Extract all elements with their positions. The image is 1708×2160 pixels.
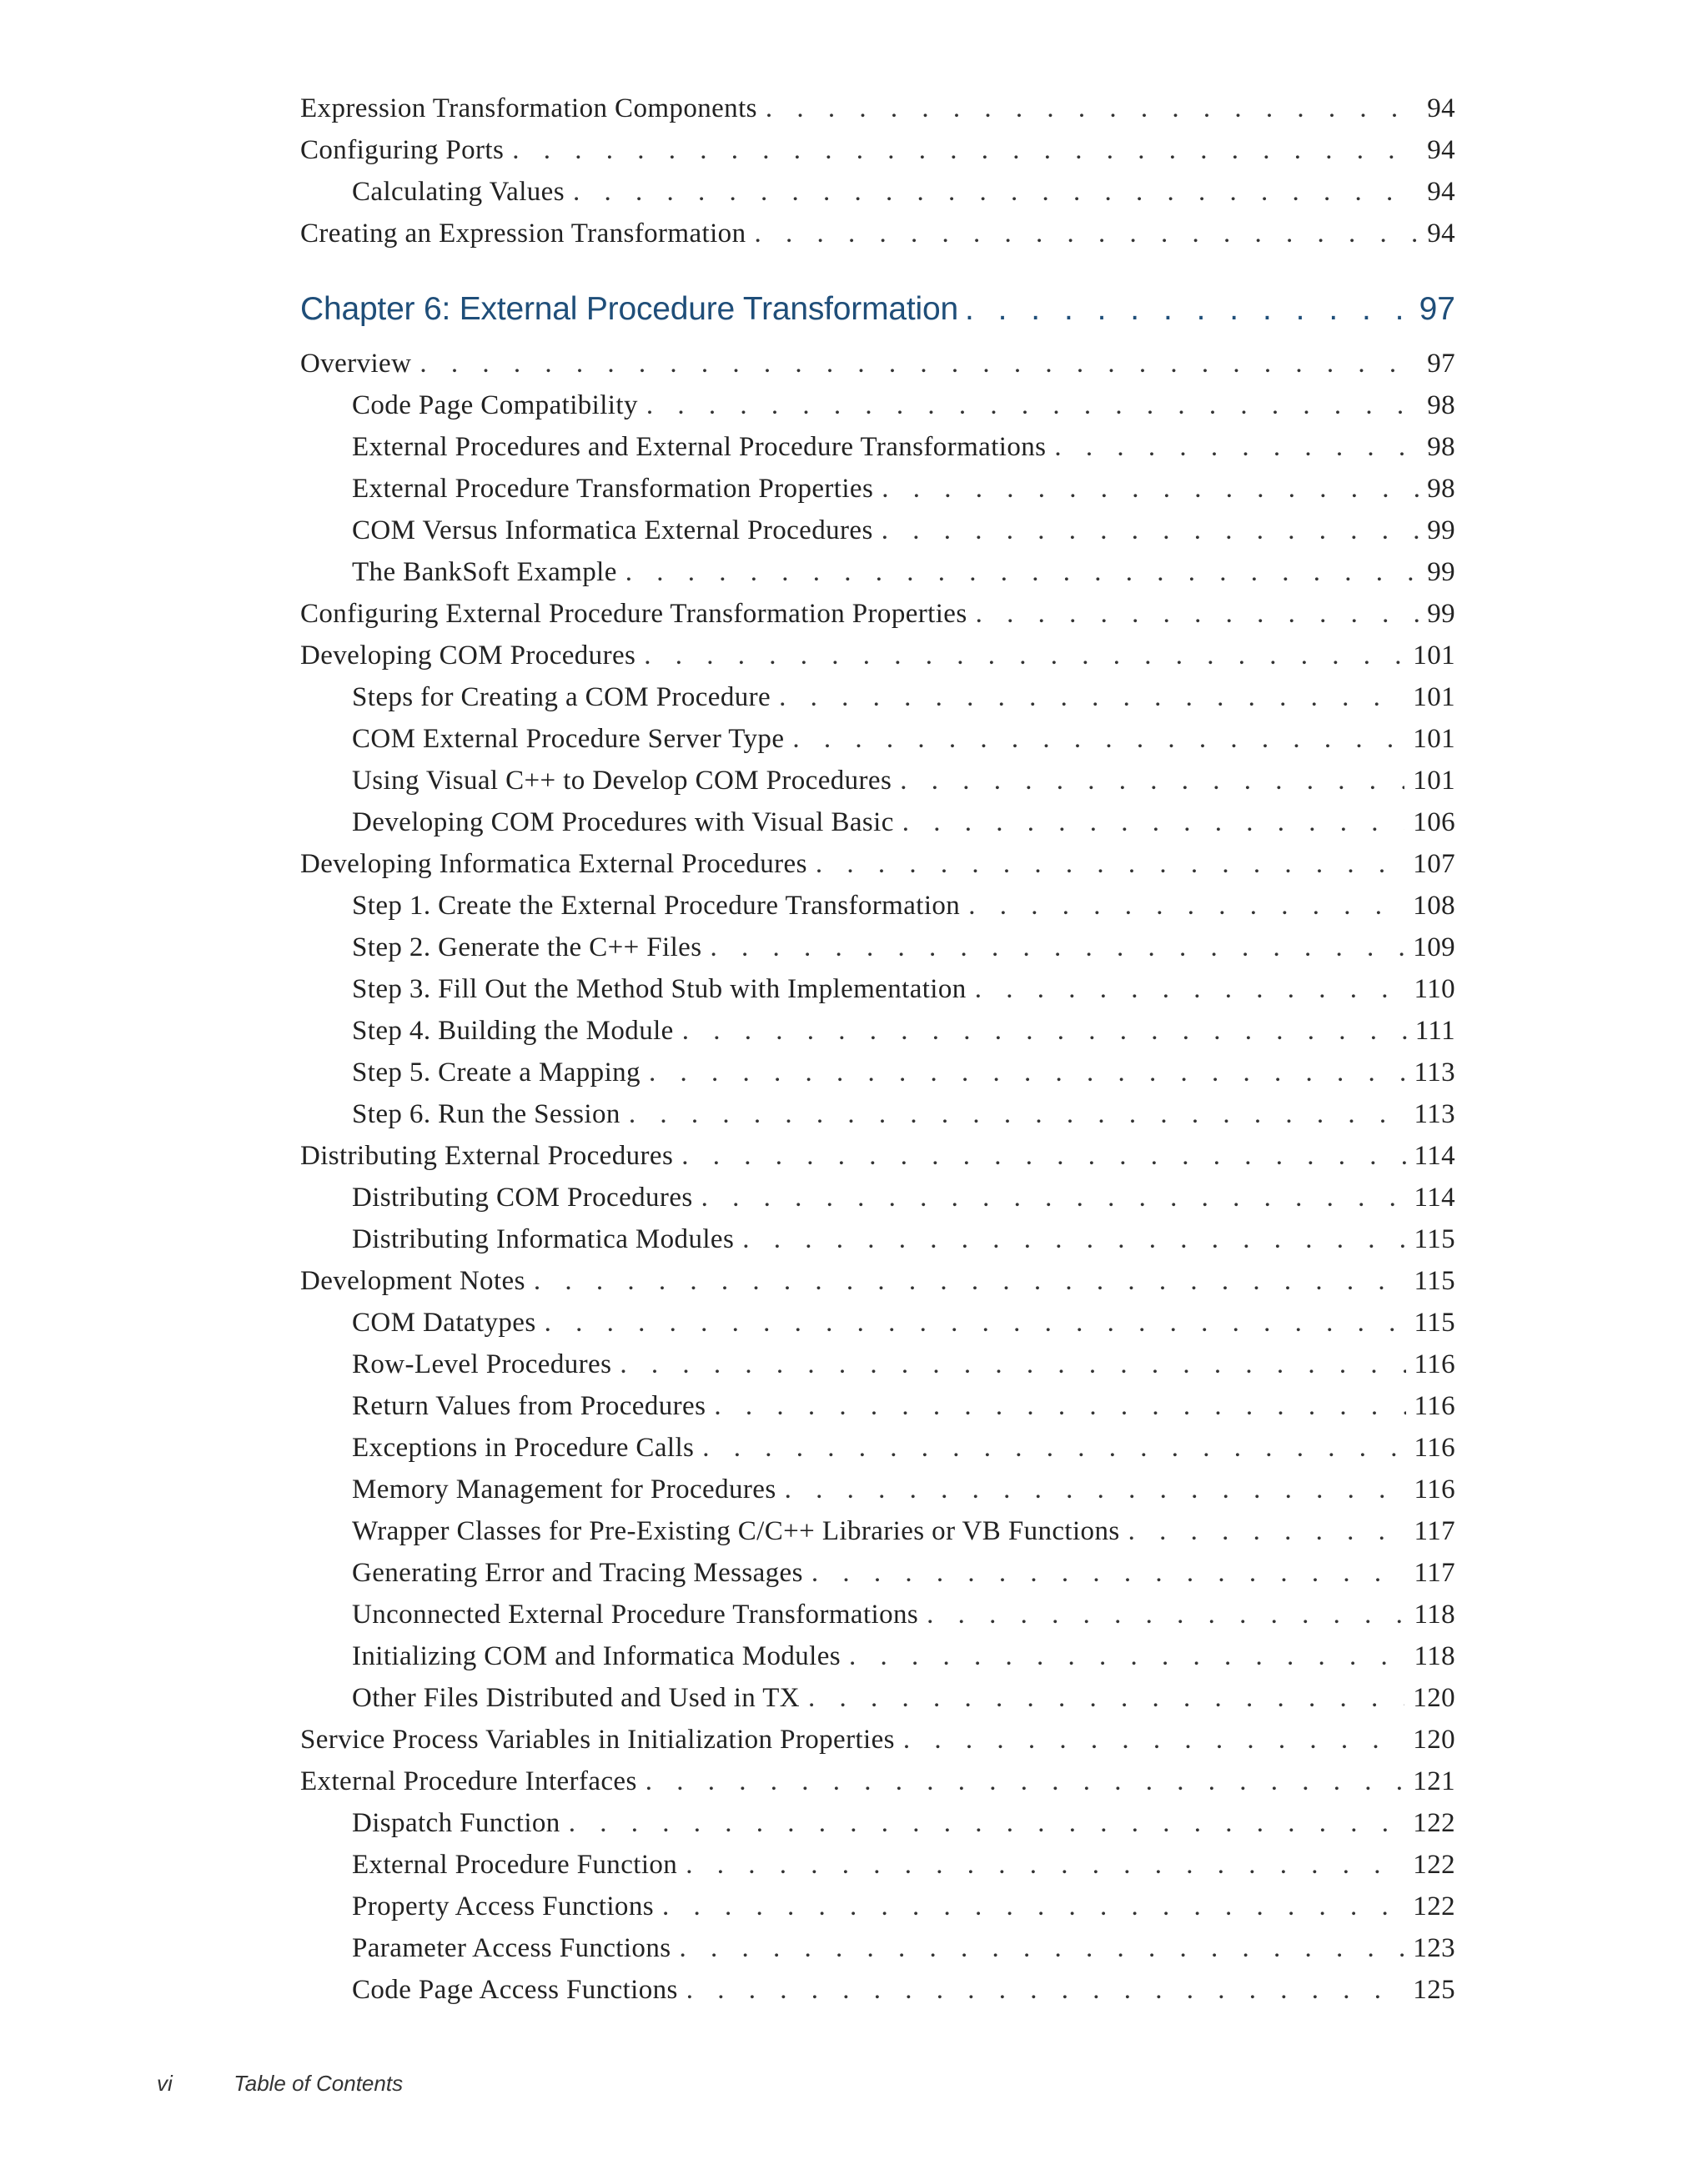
toc-entry-page-number: 115: [1414, 1266, 1455, 1296]
toc-entry-title: External Procedures and External Procedure Transformations: [352, 432, 1047, 462]
dot-leader: [882, 468, 1419, 510]
toc-entry-title: COM Versus Informatica External Procedures: [352, 515, 873, 545]
dot-leader: [679, 1927, 1404, 1969]
toc-entry-page-number: 113: [1414, 1057, 1455, 1088]
dot-leader: [792, 718, 1404, 760]
dot-leader: [975, 968, 1406, 1010]
dot-leader: [976, 593, 1419, 635]
toc-entry[interactable]: [300, 885, 1455, 927]
dot-leader: [545, 1302, 1406, 1344]
toc-entry-page-number: 120: [1413, 1683, 1455, 1713]
dot-leader: [702, 1427, 1405, 1469]
toc-entry-title: Code Page Access Functions: [352, 1975, 678, 2005]
toc-entry[interactable]: [300, 1802, 1455, 1844]
chapter-heading[interactable]: [300, 283, 1455, 336]
dot-leader: [686, 1844, 1404, 1886]
toc-entry-title: Step 3. Fill Out the Method Stub with Implementation: [352, 974, 967, 1004]
dot-leader: [1128, 1510, 1406, 1552]
dot-leader: [629, 1093, 1406, 1135]
toc-entry-page-number: 115: [1414, 1224, 1455, 1254]
toc-entry-title: Row-Level Procedures: [352, 1349, 612, 1379]
dot-leader: [682, 1010, 1407, 1052]
toc-entry-page-number: 122: [1413, 1850, 1455, 1880]
toc-entry[interactable]: [300, 1135, 1455, 1177]
toc-entry-title: Code Page Compatibility: [352, 390, 638, 420]
toc-entry-page-number: 99: [1427, 599, 1455, 629]
toc-entry[interactable]: [300, 801, 1455, 843]
toc-entry[interactable]: [300, 426, 1455, 468]
toc-entry[interactable]: [300, 676, 1455, 718]
toc-entry-title: Parameter Access Functions: [352, 1933, 671, 1963]
toc-entry-page-number: 114: [1414, 1183, 1455, 1213]
toc-entry[interactable]: [300, 1635, 1455, 1677]
toc-entry[interactable]: [300, 1385, 1455, 1427]
dot-leader: [766, 88, 1419, 129]
chapter-title: Chapter 6: External Procedure Transformation: [300, 291, 958, 327]
toc-entry-page-number: 101: [1413, 682, 1455, 712]
toc-entry[interactable]: [300, 343, 1455, 384]
running-title: Table of Contents: [234, 2071, 404, 2096]
toc-entry-page-number: 114: [1414, 1141, 1455, 1171]
toc-entry-page-number: 123: [1413, 1933, 1455, 1963]
toc-entry[interactable]: [300, 1344, 1455, 1385]
toc-entry-title: Step 6. Run the Session: [352, 1099, 620, 1129]
toc-entry-page-number: 118: [1414, 1641, 1455, 1671]
toc-entry[interactable]: [300, 1761, 1455, 1802]
toc-entries-after-chapter: [300, 343, 1455, 2011]
dot-leader: [681, 1135, 1405, 1177]
toc-entry[interactable]: [300, 927, 1455, 968]
chapter-page-number: 97: [1419, 291, 1455, 327]
toc-entry-page-number: 113: [1414, 1099, 1455, 1129]
toc-entry[interactable]: [300, 1427, 1455, 1469]
dot-leader: [927, 1594, 1405, 1635]
dot-leader: [646, 1761, 1405, 1802]
toc-entry[interactable]: [300, 1510, 1455, 1552]
toc-entry-title: Developing COM Procedures with Visual Basic: [352, 807, 894, 837]
dot-leader: [808, 1677, 1404, 1719]
toc-entry[interactable]: [300, 510, 1455, 551]
toc-entry-title: Step 2. Generate the C++ Files: [352, 932, 702, 962]
toc-entry[interactable]: [300, 593, 1455, 635]
toc-entry-title: External Procedure Function: [352, 1850, 678, 1880]
dot-leader: [903, 1719, 1404, 1761]
toc-entry-title: Step 1. Create the External Procedure Transformation: [352, 891, 961, 921]
toc-entry-page-number: 116: [1414, 1349, 1455, 1379]
toc-entry-page-number: 106: [1413, 807, 1455, 837]
toc-entry-title: Configuring Ports: [300, 135, 505, 165]
toc-entry-page-number: 97: [1427, 349, 1455, 379]
dot-leader: [573, 171, 1419, 213]
toc-entry[interactable]: [300, 213, 1455, 254]
dot-leader: [644, 635, 1404, 676]
toc-entry-title: COM External Procedure Server Type: [352, 724, 785, 754]
toc-entries-before-chapter: [300, 88, 1455, 254]
toc-entry-title: Expression Transformation Components: [300, 93, 757, 123]
dot-leader: [902, 801, 1405, 843]
toc-entry[interactable]: [300, 968, 1455, 1010]
dot-leader: [882, 510, 1419, 551]
toc-entry-title: COM Datatypes: [352, 1308, 536, 1338]
toc-entry-page-number: 121: [1413, 1766, 1455, 1796]
toc-entry-title: Other Files Distributed and Used in TX: [352, 1683, 801, 1713]
table-of-contents: [300, 88, 1455, 2011]
dot-leader: [816, 843, 1404, 885]
toc-entry-page-number: 94: [1427, 219, 1455, 249]
toc-entry[interactable]: [300, 1218, 1455, 1260]
toc-entry-page-number: 94: [1427, 93, 1455, 123]
page-footer: [157, 2071, 403, 2097]
dot-leader: [569, 1802, 1405, 1844]
toc-entry[interactable]: [300, 1093, 1455, 1135]
dot-leader: [534, 1260, 1406, 1302]
toc-entry-title: Unconnected External Procedure Transformations: [352, 1600, 919, 1630]
toc-entry[interactable]: [300, 635, 1455, 676]
toc-entry-title: Distributing External Procedures: [300, 1141, 674, 1171]
toc-entry-page-number: 115: [1414, 1308, 1455, 1338]
toc-entry-title: External Procedure Transformation Properties: [352, 474, 874, 504]
toc-entry-title: Exceptions in Procedure Calls: [352, 1433, 695, 1463]
toc-entry[interactable]: [300, 1969, 1455, 2011]
dot-leader: [779, 676, 1404, 718]
toc-entry-title: The BankSoft Example: [352, 557, 617, 587]
dot-leader: [965, 283, 1413, 336]
dot-leader: [714, 1385, 1405, 1427]
toc-entry[interactable]: [300, 468, 1455, 510]
toc-entry-title: Service Process Variables in Initialization Properties: [300, 1725, 895, 1755]
toc-entry-page-number: 101: [1413, 640, 1455, 671]
toc-entry[interactable]: [300, 843, 1455, 885]
toc-entry[interactable]: [300, 88, 1455, 129]
toc-entry[interactable]: [300, 384, 1455, 426]
toc-entry-page-number: 99: [1427, 515, 1455, 545]
toc-entry[interactable]: [300, 718, 1455, 760]
dot-leader: [742, 1218, 1405, 1260]
toc-entry-title: External Procedure Interfaces: [300, 1766, 637, 1796]
toc-entry[interactable]: [300, 760, 1455, 801]
toc-entry-title: Generating Error and Tracing Messages: [352, 1558, 803, 1588]
toc-entry-page-number: 122: [1413, 1808, 1455, 1838]
toc-entry-page-number: 98: [1427, 432, 1455, 462]
toc-entry-title: Creating an Expression Transformation: [300, 219, 746, 249]
toc-entry-page-number: 125: [1413, 1975, 1455, 2005]
toc-entry-title: Wrapper Classes for Pre-Existing C/C++ Libraries or VB Functions: [352, 1516, 1120, 1546]
toc-entry-page-number: 101: [1413, 766, 1455, 796]
dot-leader: [419, 343, 1419, 384]
dot-leader: [620, 1344, 1405, 1385]
toc-entry-page-number: 116: [1414, 1474, 1455, 1504]
page-folio: vi: [157, 2071, 173, 2096]
toc-entry-page-number: 116: [1414, 1433, 1455, 1463]
toc-entry-page-number: 98: [1427, 390, 1455, 420]
toc-entry-title: Step 5. Create a Mapping: [352, 1057, 640, 1088]
toc-entry-page-number: 111: [1414, 1016, 1455, 1046]
dot-leader: [755, 213, 1419, 254]
toc-entry[interactable]: [300, 1052, 1455, 1093]
toc-entry[interactable]: [300, 1010, 1455, 1052]
toc-entry-title: Developing COM Procedures: [300, 640, 636, 671]
toc-entry-title: Development Notes: [300, 1266, 525, 1296]
toc-entry-page-number: 94: [1427, 177, 1455, 207]
toc-entry[interactable]: [300, 1260, 1455, 1302]
toc-entry-title: Property Access Functions: [352, 1891, 654, 1921]
toc-entry[interactable]: [300, 1177, 1455, 1218]
toc-entry-title: Return Values from Procedures: [352, 1391, 706, 1421]
dot-leader: [625, 551, 1419, 593]
toc-entry-page-number: 117: [1414, 1516, 1455, 1546]
toc-entry-page-number: 108: [1413, 891, 1455, 921]
dot-leader: [662, 1886, 1404, 1927]
dot-leader: [968, 885, 1404, 927]
toc-entry[interactable]: [300, 129, 1455, 171]
toc-entry-page-number: 117: [1414, 1558, 1455, 1588]
toc-entry-title: Calculating Values: [352, 177, 565, 207]
toc-entry-title: Overview: [300, 349, 412, 379]
toc-entry[interactable]: [300, 551, 1455, 593]
toc-entry-title: Step 4. Building the Module: [352, 1016, 674, 1046]
toc-entry-page-number: 98: [1427, 474, 1455, 504]
toc-entry-page-number: 116: [1414, 1391, 1455, 1421]
toc-entry-title: Memory Management for Procedures: [352, 1474, 776, 1504]
toc-entry[interactable]: [300, 171, 1455, 213]
dot-leader: [701, 1177, 1406, 1218]
toc-entry[interactable]: [300, 1927, 1455, 1969]
toc-entry-title: Distributing Informatica Modules: [352, 1224, 735, 1254]
dot-leader: [686, 1969, 1405, 2011]
dot-leader: [785, 1469, 1406, 1510]
toc-entry[interactable]: [300, 1886, 1455, 1927]
toc-entry[interactable]: [300, 1594, 1455, 1635]
toc-entry[interactable]: [300, 1552, 1455, 1594]
toc-entry[interactable]: [300, 1719, 1455, 1761]
toc-entry-title: Configuring External Procedure Transformation Properties: [300, 599, 967, 629]
toc-entry-page-number: 107: [1413, 849, 1455, 879]
toc-entry-title: Using Visual C++ to Develop COM Procedures: [352, 766, 892, 796]
dot-leader: [649, 1052, 1406, 1093]
toc-entry-page-number: 109: [1413, 932, 1455, 962]
toc-entry-page-number: 120: [1413, 1725, 1455, 1755]
toc-entry-title: Steps for Creating a COM Procedure: [352, 682, 771, 712]
dot-leader: [710, 927, 1404, 968]
toc-entry-page-number: 118: [1414, 1600, 1455, 1630]
toc-entry-title: Developing Informatica External Procedures: [300, 849, 807, 879]
toc-entry-page-number: 101: [1413, 724, 1455, 754]
toc-entry-title: Initializing COM and Informatica Modules: [352, 1641, 841, 1671]
toc-entry[interactable]: [300, 1677, 1455, 1719]
dot-leader: [512, 129, 1419, 171]
toc-entry-title: Distributing COM Procedures: [352, 1183, 693, 1213]
dot-leader: [1054, 426, 1419, 468]
dot-leader: [849, 1635, 1405, 1677]
toc-entry[interactable]: [300, 1469, 1455, 1510]
toc-entry[interactable]: [300, 1844, 1455, 1886]
toc-entry-page-number: 94: [1427, 135, 1455, 165]
toc-entry-page-number: 110: [1414, 974, 1455, 1004]
toc-entry-title: Dispatch Function: [352, 1808, 560, 1838]
toc-entry[interactable]: [300, 1302, 1455, 1344]
toc-entry-page-number: 122: [1413, 1891, 1455, 1921]
dot-leader: [811, 1552, 1406, 1594]
dot-leader: [900, 760, 1404, 801]
dot-leader: [646, 384, 1419, 426]
toc-entry-page-number: 99: [1427, 557, 1455, 587]
